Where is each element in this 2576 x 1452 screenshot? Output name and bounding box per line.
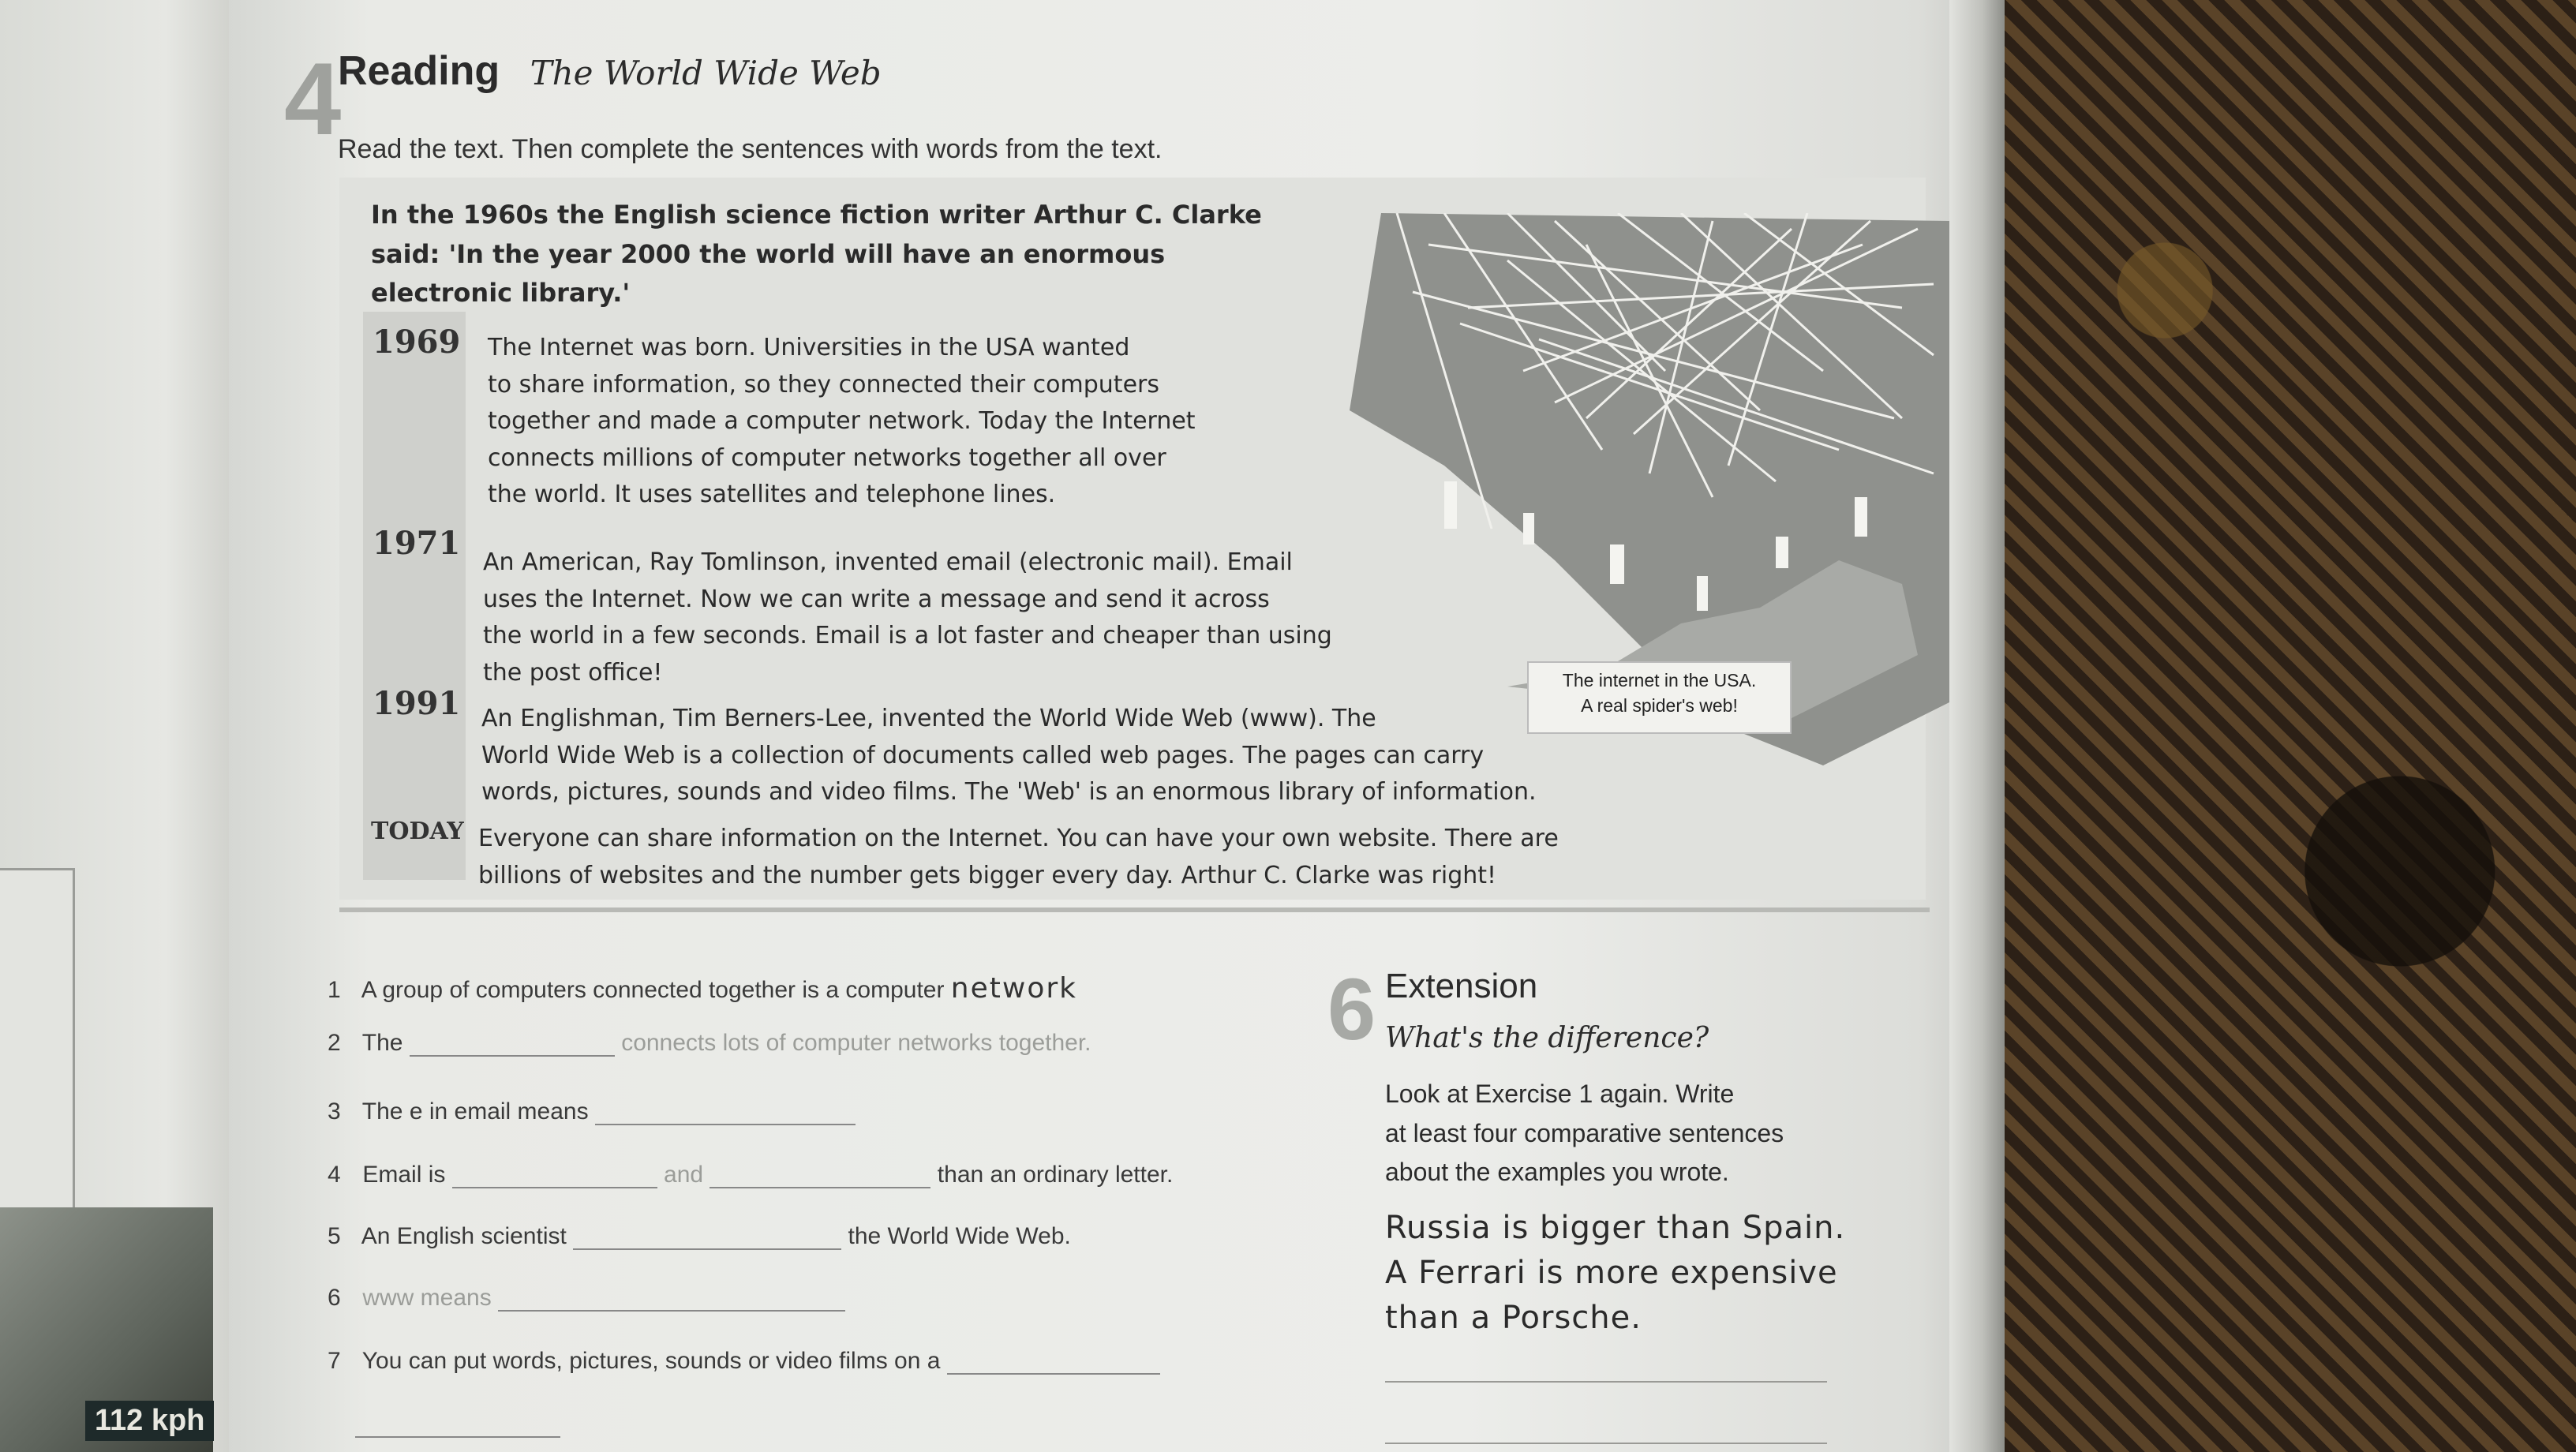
entry-line: The Internet was born. Universities in the USA wanted <box>488 334 1130 361</box>
item-text: and <box>664 1162 704 1188</box>
answer-blank[interactable] <box>947 1349 1160 1375</box>
section-title: Reading <box>338 48 500 94</box>
year-today: TODAY <box>371 818 464 845</box>
instruction-line: about the examples you wrote. <box>1385 1158 1729 1187</box>
extension-number: 6 <box>1327 961 1376 1058</box>
extension-title: Extension <box>1385 967 1538 1005</box>
extension-answer-line[interactable] <box>1385 1443 1827 1444</box>
entry-line: An American, Ray Tomlinson, invented email (electronic mail). Email <box>483 548 1293 576</box>
entry-line: An Englishman, Tim Berners-Lee, invented the World Wide Web (www). The <box>481 705 1376 732</box>
item-number: 1 <box>328 977 341 1003</box>
left-page-box <box>0 868 75 1212</box>
intro-line: electronic library.' <box>371 278 631 309</box>
item-number: 6 <box>328 1285 341 1311</box>
answer-blank[interactable] <box>452 1163 657 1188</box>
handwritten-answer: A Ferrari is more expensive <box>1385 1254 1838 1291</box>
entry-line: billions of websites and the number gets bigger every day. Arthur C. Clarke was right! <box>478 861 1497 889</box>
entry-1969-text <box>488 330 1196 514</box>
entry-today-text <box>478 821 1559 894</box>
speed-badge: 112 kph <box>85 1401 214 1441</box>
instruction-line: at least four comparative sentences <box>1385 1118 1784 1147</box>
entry-line: the post office! <box>483 658 663 687</box>
answer-blank[interactable] <box>355 1413 560 1438</box>
item-text: The <box>361 1030 403 1056</box>
caption-line-2: A real spider's web! <box>1581 695 1738 717</box>
exercise-item-6 <box>328 1285 845 1312</box>
item-number: 5 <box>328 1223 341 1249</box>
exercise-item-4 <box>328 1162 1173 1188</box>
handwritten-answer: Russia is bigger than Spain. <box>1385 1210 1846 1246</box>
entry-line: Everyone can share information on the Internet. You can have your own website. There are <box>478 825 1559 852</box>
year-1991: 1991 <box>373 685 461 722</box>
entry-line: connects millions of computer networks together all over <box>488 443 1166 472</box>
extension-answers <box>1385 1206 1845 1340</box>
section-subtitle: The World Wide Web <box>530 54 882 92</box>
answer-blank[interactable] <box>498 1286 845 1312</box>
caption-line-1: The internet in the USA. <box>1562 670 1757 690</box>
intro-paragraph <box>371 196 1262 313</box>
entry-line: the world. It uses satellites and telephone lines. <box>488 481 1056 508</box>
item-number: 7 <box>328 1348 341 1374</box>
intro-line: said: 'In the year 2000 the world will have an enormous <box>371 238 1166 269</box>
background-fabric <box>1989 0 2576 1452</box>
item-text: An English scientist <box>361 1223 567 1249</box>
illustration-caption <box>1527 661 1792 734</box>
answer-blank[interactable] <box>595 1100 856 1125</box>
year-1969: 1969 <box>373 324 461 361</box>
entry-line: words, pictures, sounds and video films. The 'Web' is an enormous library of information. <box>481 778 1537 806</box>
entry-line: the world in a few seconds. Email is a lot faster and cheaper than using <box>483 622 1332 649</box>
answer-blank[interactable] <box>573 1225 841 1250</box>
item-text: Email is <box>362 1162 446 1188</box>
exercise-item-3 <box>328 1098 856 1125</box>
item-text: The e in email means <box>361 1098 589 1125</box>
entry-line: uses the Internet. Now we can write a message and send it across <box>483 585 1270 613</box>
handwritten-answer: than a Porsche. <box>1385 1299 1642 1336</box>
answer-blank[interactable] <box>710 1163 930 1188</box>
page-edge <box>1949 0 2005 1452</box>
item-text: A group of computers connected together is a computer <box>361 977 945 1003</box>
section-instruction: Read the text. Then complete the sentences with words from the text. <box>338 134 1163 164</box>
year-column <box>363 312 466 880</box>
section-heading <box>338 47 882 95</box>
item-text: www means <box>362 1285 492 1311</box>
entry-line: together and made a computer network. Today the Internet <box>488 407 1196 435</box>
item-number: 2 <box>328 1030 341 1056</box>
entry-1971-text <box>483 544 1332 691</box>
exercise-item-1 <box>328 972 1077 1005</box>
item-number: 4 <box>328 1162 341 1188</box>
item-text: connects lots of computer networks together. <box>621 1030 1091 1056</box>
section-divider <box>339 908 1930 912</box>
extension-instruction <box>1385 1075 1938 1192</box>
extension-answer-line[interactable] <box>1385 1381 1827 1383</box>
item-text: than an ordinary letter. <box>937 1162 1174 1188</box>
exercise-item-5 <box>328 1223 1071 1250</box>
answer-blank[interactable] <box>410 1031 615 1057</box>
item-answer: network <box>950 972 1077 1005</box>
exercise-item-7 <box>328 1348 1160 1375</box>
entry-line: to share information, so they connected their computers <box>488 370 1159 399</box>
item-number: 3 <box>328 1098 341 1125</box>
intro-line: In the 1960s the English science fiction writer Arthur C. Clarke <box>371 200 1262 230</box>
entry-line: World Wide Web is a collection of documents called web pages. The pages can carry <box>481 741 1485 769</box>
item-text: You can put words, pictures, sounds or video films on a <box>361 1348 941 1374</box>
extension-subtitle: What's the difference? <box>1385 1022 1709 1054</box>
year-1971: 1971 <box>373 525 461 562</box>
exercise-item-2 <box>328 1030 1091 1057</box>
section-number: 4 <box>284 41 342 156</box>
item-text: the World Wide Web. <box>848 1223 1071 1249</box>
instruction-line: Look at Exercise 1 again. Write <box>1385 1080 1735 1108</box>
entry-1991-text <box>481 701 1537 811</box>
